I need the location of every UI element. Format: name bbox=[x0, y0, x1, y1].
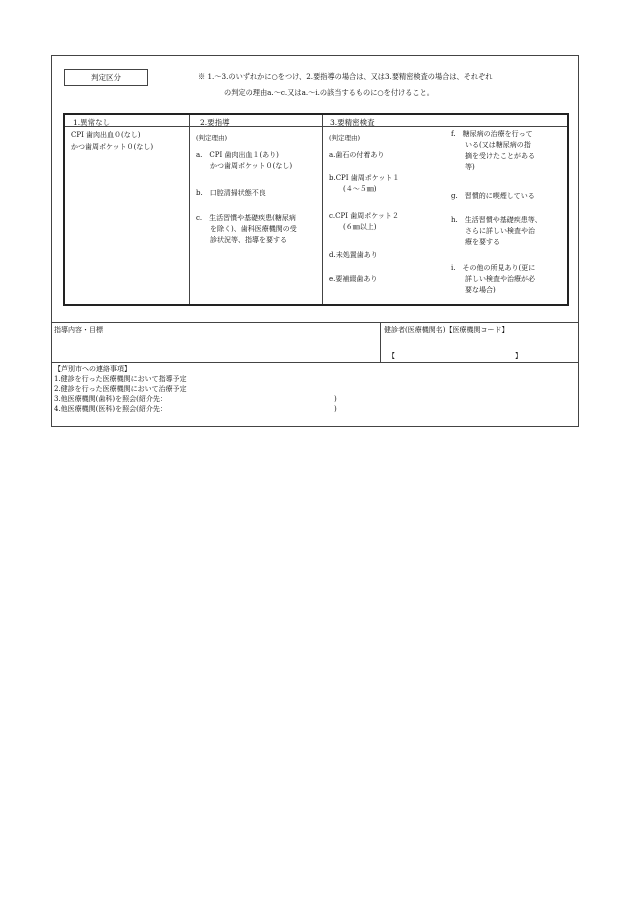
detailed-reason-d: d.未処置歯あり bbox=[329, 251, 378, 259]
normal-item-2: かつ歯周ポケット０(なし) bbox=[71, 143, 154, 151]
section-divider bbox=[52, 322, 578, 323]
institution-code-bracket-open: 【 bbox=[388, 352, 395, 360]
institution-label: 健診者(医療機関名)【医療機関コード】 bbox=[384, 326, 509, 334]
detailed-reason-g: g. 習慣的に喫煙している bbox=[451, 192, 535, 200]
detailed-reason-b: b.CPI 歯周ポケット１ (４～５㎜) bbox=[329, 174, 400, 193]
guidance-reason-b: b. 口腔清掃状態不良 bbox=[196, 189, 266, 197]
detailed-reason-label: (判定理由) bbox=[329, 134, 361, 142]
detailed-reason-h: h. 生活習慣や基礎疾患等、 さらに詳しい検査や治 療を要する bbox=[451, 216, 542, 246]
instruction-note-line2: の判定の理由a.～c.又はa.～i.の該当するものに○を付けること。 bbox=[224, 88, 434, 97]
detailed-reason-a: a.歯石の付着あり bbox=[329, 151, 385, 159]
guidance-reason-c: c. 生活習慣や基礎疾患(糖尿病 を除く)、歯科医療機関の受 診状況等、指導を要する bbox=[196, 214, 297, 244]
contact-item-3: 3.他医療機関(歯科)を照会(紹介先： bbox=[54, 395, 167, 403]
contact-title: 【芦別市への連絡事項】 bbox=[54, 365, 131, 373]
judgement-category-label: 判定区分 bbox=[64, 69, 148, 86]
contact-item-3-close: ) bbox=[334, 395, 337, 403]
contact-item-1: 1.健診を行った医療機関において指導予定 bbox=[54, 375, 187, 383]
table-header-divider bbox=[65, 126, 567, 127]
contact-item-4-close: ) bbox=[334, 405, 337, 413]
column-header-normal: 1.異常なし bbox=[73, 118, 111, 127]
column-divider bbox=[189, 115, 190, 304]
institution-code-bracket-close: 】 bbox=[515, 352, 522, 360]
guidance-reason-a: a. CPI 歯肉出血１(あり) かつ歯周ポケット０(なし) bbox=[196, 151, 293, 170]
detailed-reason-i: i. その他の所見あり(更に 詳しい検査や治療が必 要な場合) bbox=[451, 264, 536, 294]
guidance-reason-label: (判定理由) bbox=[196, 134, 228, 142]
column-divider bbox=[322, 115, 323, 304]
contact-item-4: 4.他医療機関(医科)を照会(紹介先： bbox=[54, 405, 167, 413]
section-column-divider bbox=[380, 322, 381, 362]
detailed-reason-f: f. 糖尿病の治療を行って いる(又は糖尿病の指 摘を受けたことがある 等) bbox=[451, 130, 535, 171]
column-header-guidance: 2.要指導 bbox=[200, 118, 230, 127]
instruction-note-line1: ※ 1.～3.のいずれかに○をつけ、2.要指導の場合は、又は3.要精密検査の場合は、それぞれ bbox=[198, 72, 493, 81]
dental-checkup-result-form bbox=[51, 55, 579, 427]
guidance-content-label: 指導内容・目標 bbox=[54, 326, 103, 334]
normal-item-1: CPI 歯肉出血０(なし) bbox=[71, 131, 141, 139]
detailed-reason-c: c.CPI 歯周ポケット２ (６㎜以上) bbox=[329, 212, 399, 231]
contact-item-2: 2.健診を行った医療機関において治療予定 bbox=[54, 385, 187, 393]
judgement-table bbox=[63, 113, 569, 306]
column-header-detailed-exam: 3.要精密検査 bbox=[330, 118, 375, 127]
detailed-reason-e: e.要補綴歯あり bbox=[329, 275, 378, 283]
section-divider bbox=[52, 362, 578, 363]
